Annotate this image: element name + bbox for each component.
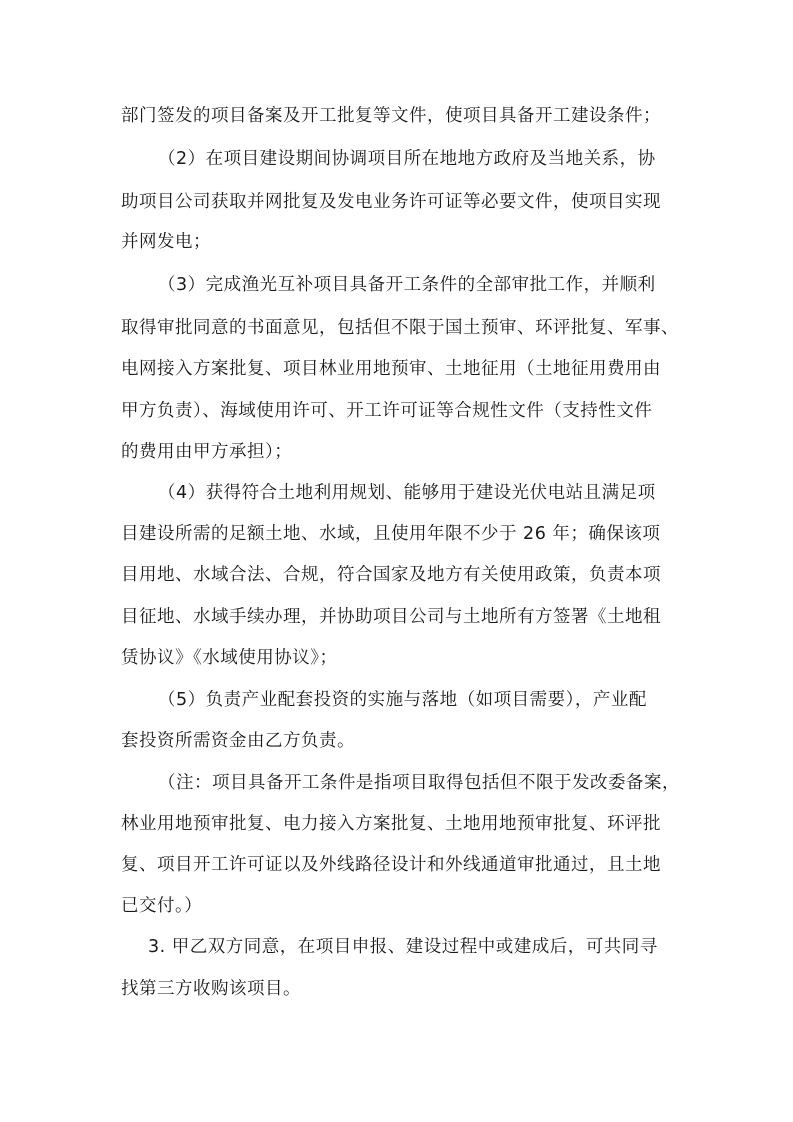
text-line: （4）获得符合土地利用规划、能够用于建设光伏电站且满足项 xyxy=(158,483,656,503)
text-line: （3）完成渔光互补项目具备开工条件的全部审批工作，并顺利 xyxy=(158,275,656,295)
text-line: 目征地、水域手续办理，并协助项目公司与土地所有方签署《土地租 xyxy=(121,607,661,627)
text-line: （2）在项目建设期间协调项目所在地地方政府及当地关系，协 xyxy=(158,149,656,169)
text-line: 林业用地预审批复、电力接入方案批复、土地用地预审批复、环评批 xyxy=(121,814,661,834)
text-line: （注：项目具备开工条件是指项目取得包括但不限于发改委备案， xyxy=(158,773,680,793)
text-line: 3. 甲乙双方同意，在项目申报、建设过程中或建成后，可共同寻 xyxy=(148,937,658,957)
text-line: 并网发电； xyxy=(121,232,211,252)
text-line: 的费用由甲方承担）； xyxy=(121,442,293,462)
text-line: 复、项目开工许可证以及外线路径设计和外线通道审批通过，且土地 xyxy=(121,855,661,875)
text-line: 已交付。） xyxy=(121,896,203,916)
text-line: 电网接入方案批复、项目林业用地预审、土地征用（土地征用费用由 xyxy=(121,359,661,379)
text-line: 套投资所需资金由乙方负责。 xyxy=(121,731,355,751)
text-line: 助项目公司获取并网批复及发电业务许可证等必要文件，使项目实现 xyxy=(121,192,661,212)
text-line: 赁协议》《水域使用协议》； xyxy=(121,648,338,668)
text-line: 部门签发的项目备案及开工批复等文件，使项目具备开工建设条件； xyxy=(121,106,661,126)
text-line: 取得审批同意的书面意见，包括但不限于国土预审、环评批复、军事、 xyxy=(121,318,679,338)
text-line: （5）负责产业配套投资的实施与落地（如项目需要），产业配 xyxy=(158,690,647,710)
text-line: 目用地、水域合法、合规，符合国家及地方有关使用政策，负责本项 xyxy=(121,565,661,585)
text-line: 找第三方收购该项目。 xyxy=(121,979,301,999)
text-line: 目建设所需的足额土地、水域，且使用年限不少于 26 年；确保该项 xyxy=(121,524,661,544)
text-line: 甲方负责）、海域使用许可、开工许可证等合规性文件（支持性文件 xyxy=(121,401,653,421)
